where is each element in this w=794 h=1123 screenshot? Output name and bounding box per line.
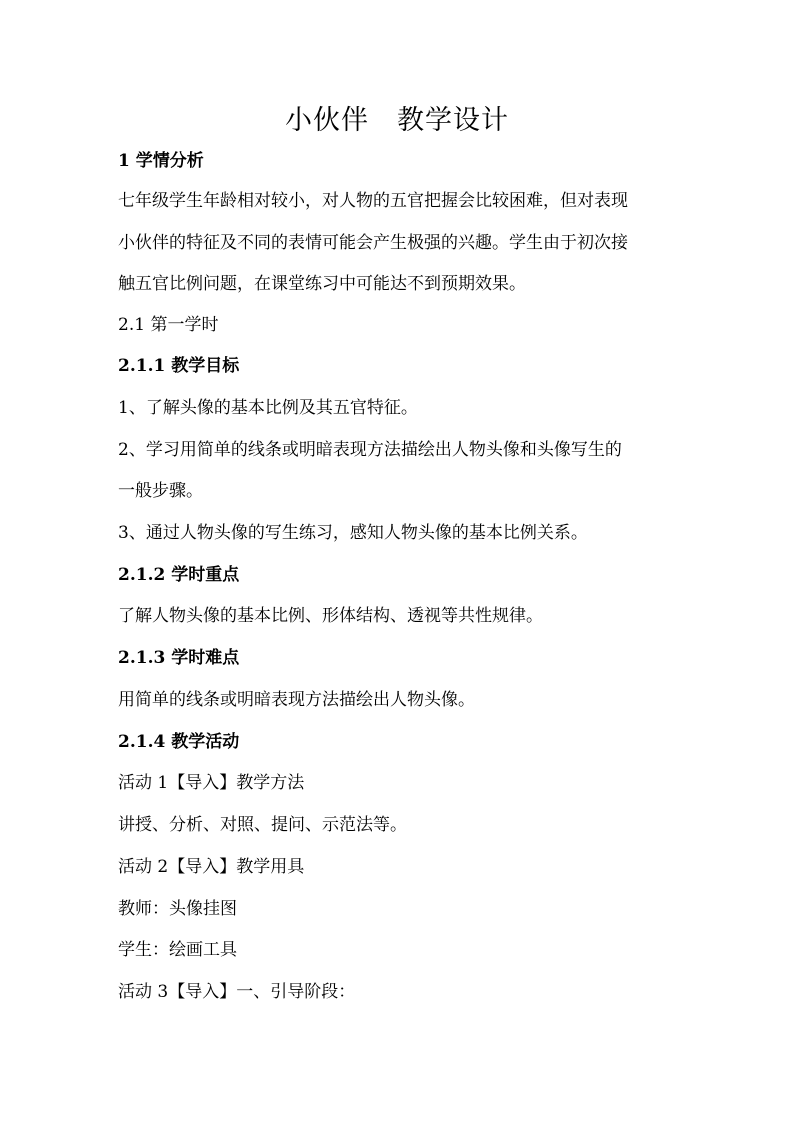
list-item-continuation: 一般步骤。 <box>118 481 203 501</box>
paragraph-line: 用简单的线条或明暗表现方法描绘出人物头像。 <box>118 690 475 710</box>
heading-difficulties: 2.1.3 学时难点 <box>118 648 240 668</box>
list-item: 3、通过人物头像的写生练习，感知人物头像的基本比例关系。 <box>118 523 588 543</box>
paragraph-line: 教师：头像挂图 <box>118 899 237 919</box>
paragraph-line: 七年级学生年龄相对较小，对人物的五官把握会比较困难，但对表现 <box>118 191 628 211</box>
document-title: 小伙伴 教学设计 <box>285 105 509 136</box>
paragraph-line: 小伙伴的特征及不同的表情可能会产生极强的兴趣。学生由于初次接 <box>118 233 628 253</box>
heading-analysis: 1 学情分析 <box>118 151 204 171</box>
heading-key-points: 2.1.2 学时重点 <box>118 565 240 585</box>
paragraph-line: 讲授、分析、对照、提问、示范法等。 <box>118 815 407 835</box>
paragraph-line: 学生：绘画工具 <box>118 940 237 960</box>
section-label: 2.1 第一学时 <box>118 315 219 335</box>
list-item: 2、学习用简单的线条或明暗表现方法描绘出人物头像和头像写生的 <box>118 440 622 460</box>
heading-objectives: 2.1.1 教学目标 <box>118 356 240 376</box>
activity-label: 活动 3【导入】一、引导阶段： <box>118 982 356 1002</box>
activity-label: 活动 1【导入】教学方法 <box>118 773 305 793</box>
activity-label: 活动 2【导入】教学用具 <box>118 857 305 877</box>
heading-activities: 2.1.4 教学活动 <box>118 732 240 752</box>
paragraph-line: 了解人物头像的基本比例、形体结构、透视等共性规律。 <box>118 606 543 626</box>
list-item: 1、了解头像的基本比例及其五官特征。 <box>118 398 418 418</box>
paragraph-line: 触五官比例问题，在课堂练习中可能达不到预期效果。 <box>118 274 526 294</box>
